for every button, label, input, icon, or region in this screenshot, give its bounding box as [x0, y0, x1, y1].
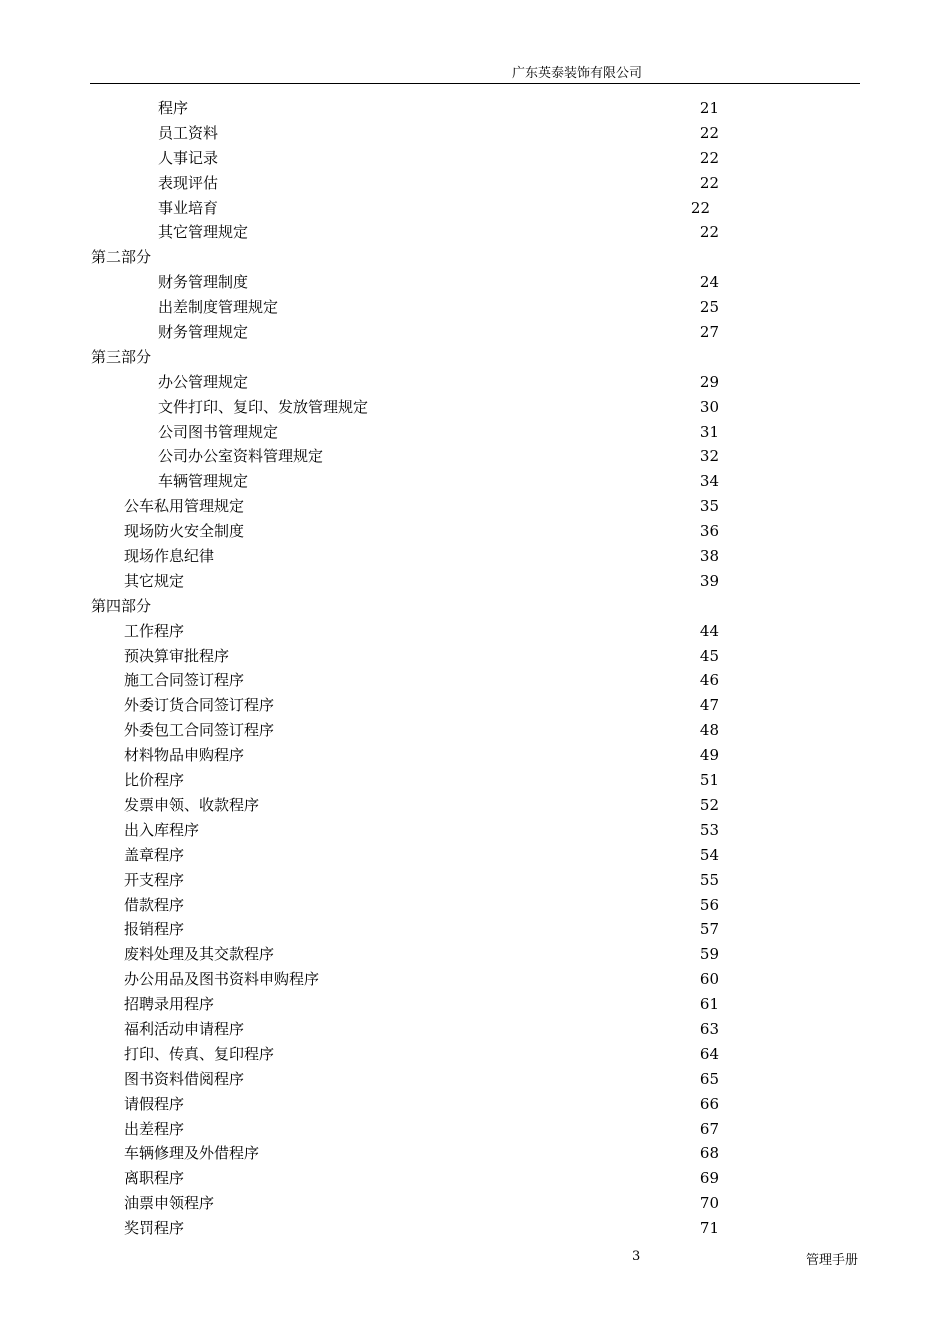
toc-entry-page: 36: [699, 522, 719, 541]
toc-entry-page: 70: [699, 1194, 719, 1213]
toc-entry: [0, 444, 950, 469]
table-of-contents: [0, 96, 950, 1241]
toc-entry-title: 文件打印、复印、发放管理规定: [158, 397, 369, 416]
toc-entry-title: 离职程序: [124, 1169, 185, 1188]
toc-entry: [0, 1216, 950, 1241]
toc-entry-page: 22: [690, 198, 710, 217]
toc-entry-page: 53: [699, 820, 719, 839]
toc-entry: [0, 668, 950, 693]
toc-entry-page: 35: [699, 497, 719, 516]
toc-entry-page: 44: [699, 621, 719, 640]
toc-entry-title: 出差程序: [124, 1119, 185, 1138]
toc-entry-title: 第四部分: [91, 596, 152, 615]
toc-entry-title: 盖章程序: [124, 845, 185, 864]
toc-entry: [0, 96, 950, 121]
header-rule: [90, 83, 860, 84]
toc-entry: [0, 519, 950, 544]
toc-entry: [0, 494, 950, 519]
toc-entry-page: 51: [699, 771, 719, 790]
toc-entry: [0, 569, 950, 594]
toc-entry-page: 49: [699, 746, 719, 765]
toc-entry-page: 48: [699, 721, 719, 740]
toc-entry-page: 67: [699, 1119, 719, 1138]
toc-entry-page: 65: [699, 1069, 719, 1088]
toc-entry-page: 60: [699, 970, 719, 989]
toc-entry-title: 第三部分: [91, 347, 152, 366]
toc-entry-title: 外委包工合同签订程序: [124, 721, 275, 740]
toc-entry: [0, 967, 950, 992]
toc-entry-title: 办公用品及图书资料申购程序: [124, 970, 320, 989]
toc-entry-page: 57: [699, 920, 719, 939]
toc-entry-title: 财务管理规定: [158, 323, 249, 342]
toc-entry-page: 54: [699, 845, 719, 864]
toc-entry-title: 发票申领、收款程序: [124, 795, 260, 814]
toc-entry: [0, 818, 950, 843]
toc-entry: [0, 1042, 950, 1067]
toc-entry-title: 公司办公室资料管理规定: [158, 447, 324, 466]
toc-entry-title: 开支程序: [124, 870, 185, 889]
toc-part-heading: [0, 345, 950, 370]
toc-entry-page: 22: [699, 123, 719, 142]
toc-entry-title: 出差制度管理规定: [158, 298, 279, 317]
toc-entry: [0, 370, 950, 395]
toc-entry-title: 现场作息纪律: [124, 547, 215, 566]
toc-entry-page: 22: [699, 173, 719, 192]
toc-entry: [0, 1067, 950, 1092]
toc-entry-title: 办公管理规定: [158, 372, 249, 391]
toc-entry: [0, 270, 950, 295]
toc-entry-page: 47: [699, 696, 719, 715]
toc-entry: [0, 544, 950, 569]
toc-entry-title: 财务管理制度: [158, 273, 249, 292]
toc-entry-title: 预决算审批程序: [124, 646, 230, 665]
toc-entry-title: 招聘录用程序: [124, 995, 215, 1014]
toc-entry: [0, 942, 950, 967]
toc-entry-title: 出入库程序: [124, 820, 200, 839]
toc-entry-title: 材料物品申购程序: [124, 746, 245, 765]
toc-entry-page: 52: [699, 795, 719, 814]
toc-entry: [0, 1141, 950, 1166]
toc-entry-title: 油票申领程序: [124, 1194, 215, 1213]
toc-entry: [0, 619, 950, 644]
toc-entry-title: 程序: [158, 99, 189, 117]
toc-entry-title: 员工资料: [158, 123, 219, 142]
toc-entry-title: 借款程序: [124, 895, 185, 914]
toc-entry-title: 公车私用管理规定: [124, 497, 245, 516]
toc-entry: [0, 146, 950, 171]
header-company-name: 广东英泰装饰有限公司: [511, 66, 642, 81]
toc-entry: [0, 768, 950, 793]
toc-entry: [0, 1092, 950, 1117]
toc-entry-title: 打印、传真、复印程序: [124, 1044, 275, 1063]
toc-entry: [0, 843, 950, 868]
toc-entry: [0, 395, 950, 420]
toc-entry-title: 比价程序: [124, 771, 185, 790]
toc-entry: [0, 320, 950, 345]
toc-entry-title: 公司图书管理规定: [158, 422, 279, 441]
toc-entry: [0, 420, 950, 445]
toc-entry-page: 46: [699, 671, 719, 690]
toc-entry: [0, 868, 950, 893]
toc-entry-page: 21: [699, 99, 719, 117]
toc-entry-title: 报销程序: [124, 920, 185, 939]
toc-entry-page: 30: [699, 397, 719, 416]
toc-entry-page: 27: [699, 323, 719, 342]
toc-entry-title: 其它管理规定: [158, 223, 249, 242]
footer-page-number: 3: [632, 1249, 641, 1264]
toc-entry-page: 69: [699, 1169, 719, 1188]
toc-entry: [0, 718, 950, 743]
toc-entry-title: 人事记录: [158, 148, 219, 167]
toc-entry-title: 请假程序: [124, 1094, 185, 1113]
toc-entry-page: 25: [699, 298, 719, 317]
toc-entry-page: 34: [699, 472, 719, 491]
toc-entry: [0, 793, 950, 818]
toc-entry-title: 其它规定: [124, 571, 185, 590]
toc-entry-title: 施工合同签订程序: [124, 671, 245, 690]
toc-entry-title: 事业培育: [158, 198, 219, 217]
toc-part-heading: [0, 245, 950, 270]
footer-manual-title: 管理手册: [805, 1253, 858, 1268]
toc-entry-title: 表现评估: [158, 173, 219, 192]
toc-part-heading: [0, 594, 950, 619]
toc-entry: [0, 917, 950, 942]
toc-entry-title: 外委订货合同签订程序: [124, 696, 275, 715]
toc-entry-page: 45: [699, 646, 719, 665]
toc-entry-page: 61: [699, 995, 719, 1014]
toc-entry: [0, 644, 950, 669]
toc-entry-page: 31: [699, 422, 719, 441]
toc-entry-title: 福利活动申请程序: [124, 1019, 245, 1038]
toc-entry-page: 68: [699, 1144, 719, 1163]
toc-entry-page: 32: [699, 447, 719, 466]
toc-entry-page: 66: [699, 1094, 719, 1113]
toc-entry-page: 24: [699, 273, 719, 292]
toc-entry-page: 22: [699, 223, 719, 242]
toc-entry-title: 奖罚程序: [124, 1219, 185, 1238]
toc-entry: [0, 121, 950, 146]
toc-entry: [0, 1017, 950, 1042]
toc-entry-title: 车辆管理规定: [158, 472, 249, 491]
toc-entry-title: 现场防火安全制度: [124, 522, 245, 541]
toc-entry: [0, 196, 950, 221]
toc-entry: [0, 1166, 950, 1191]
toc-entry: [0, 893, 950, 918]
toc-entry-title: 废料处理及其交款程序: [124, 945, 275, 964]
toc-entry-page: 56: [699, 895, 719, 914]
toc-entry-title: 图书资料借阅程序: [124, 1069, 245, 1088]
toc-entry-page: 64: [699, 1044, 719, 1063]
toc-entry: [0, 693, 950, 718]
toc-entry-page: 55: [699, 870, 719, 889]
toc-entry: [0, 743, 950, 768]
toc-entry-page: 39: [699, 571, 719, 590]
toc-entry-page: 59: [699, 945, 719, 964]
toc-entry: [0, 295, 950, 320]
toc-entry: [0, 220, 950, 245]
toc-entry-page: 71: [699, 1219, 719, 1238]
toc-entry: [0, 1117, 950, 1142]
toc-entry: [0, 992, 950, 1017]
toc-entry-page: 22: [699, 148, 719, 167]
toc-entry: [0, 171, 950, 196]
toc-entry-page: 63: [699, 1019, 719, 1038]
toc-entry-title: 工作程序: [124, 621, 185, 640]
toc-entry-title: 第二部分: [91, 248, 152, 267]
toc-entry: [0, 1191, 950, 1216]
toc-entry-title: 车辆修理及外借程序: [124, 1144, 260, 1163]
toc-entry-page: 29: [699, 372, 719, 391]
toc-entry: [0, 469, 950, 494]
toc-entry-page: 38: [699, 547, 719, 566]
